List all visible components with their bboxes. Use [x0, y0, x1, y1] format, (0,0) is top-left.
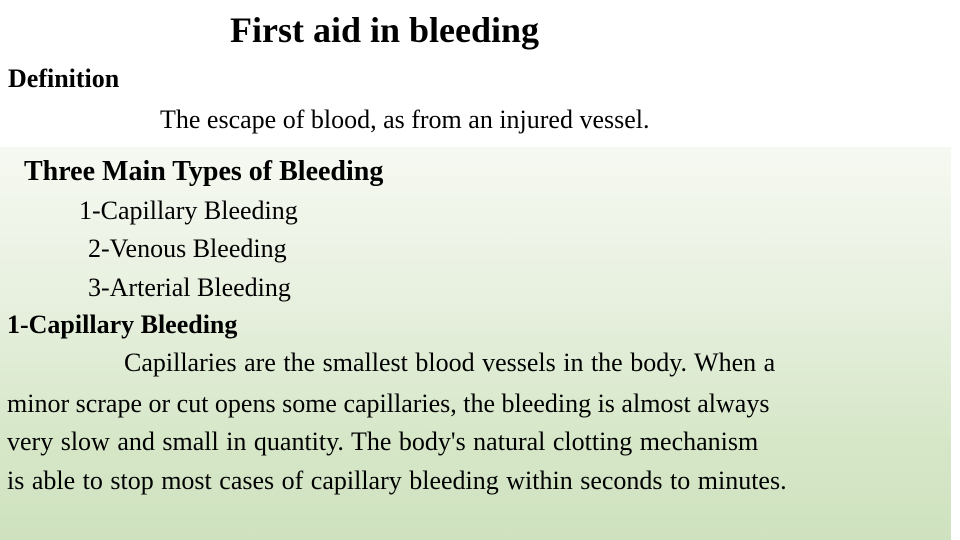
- definition-heading: Definition: [8, 64, 120, 93]
- capillary-bleeding-heading: 1-Capillary Bleeding: [7, 310, 238, 339]
- bleeding-type-item-venous: 2-Venous Bleeding: [88, 234, 287, 263]
- definition-text: The escape of blood, as from an injured vessel.: [160, 105, 650, 134]
- capillary-paragraph-line-1: Capillaries are the smallest blood vessels in the body. When a: [124, 348, 776, 377]
- capillary-paragraph-line-2: minor scrape or cut opens some capillaries, the bleeding is almost always: [7, 389, 770, 418]
- bleeding-type-item-arterial: 3-Arterial Bleeding: [88, 273, 291, 302]
- capillary-paragraph-line-3: very slow and small in quantity. The body's natural clotting mechanism: [7, 427, 759, 456]
- bleeding-types-heading: Three Main Types of Bleeding: [24, 156, 384, 187]
- capillary-paragraph-line-4: is able to stop most cases of capillary bleeding within seconds to minutes.: [7, 466, 787, 495]
- slide-title: First aid in bleeding: [230, 10, 540, 50]
- bleeding-type-item-capillary: 1-Capillary Bleeding: [79, 196, 298, 225]
